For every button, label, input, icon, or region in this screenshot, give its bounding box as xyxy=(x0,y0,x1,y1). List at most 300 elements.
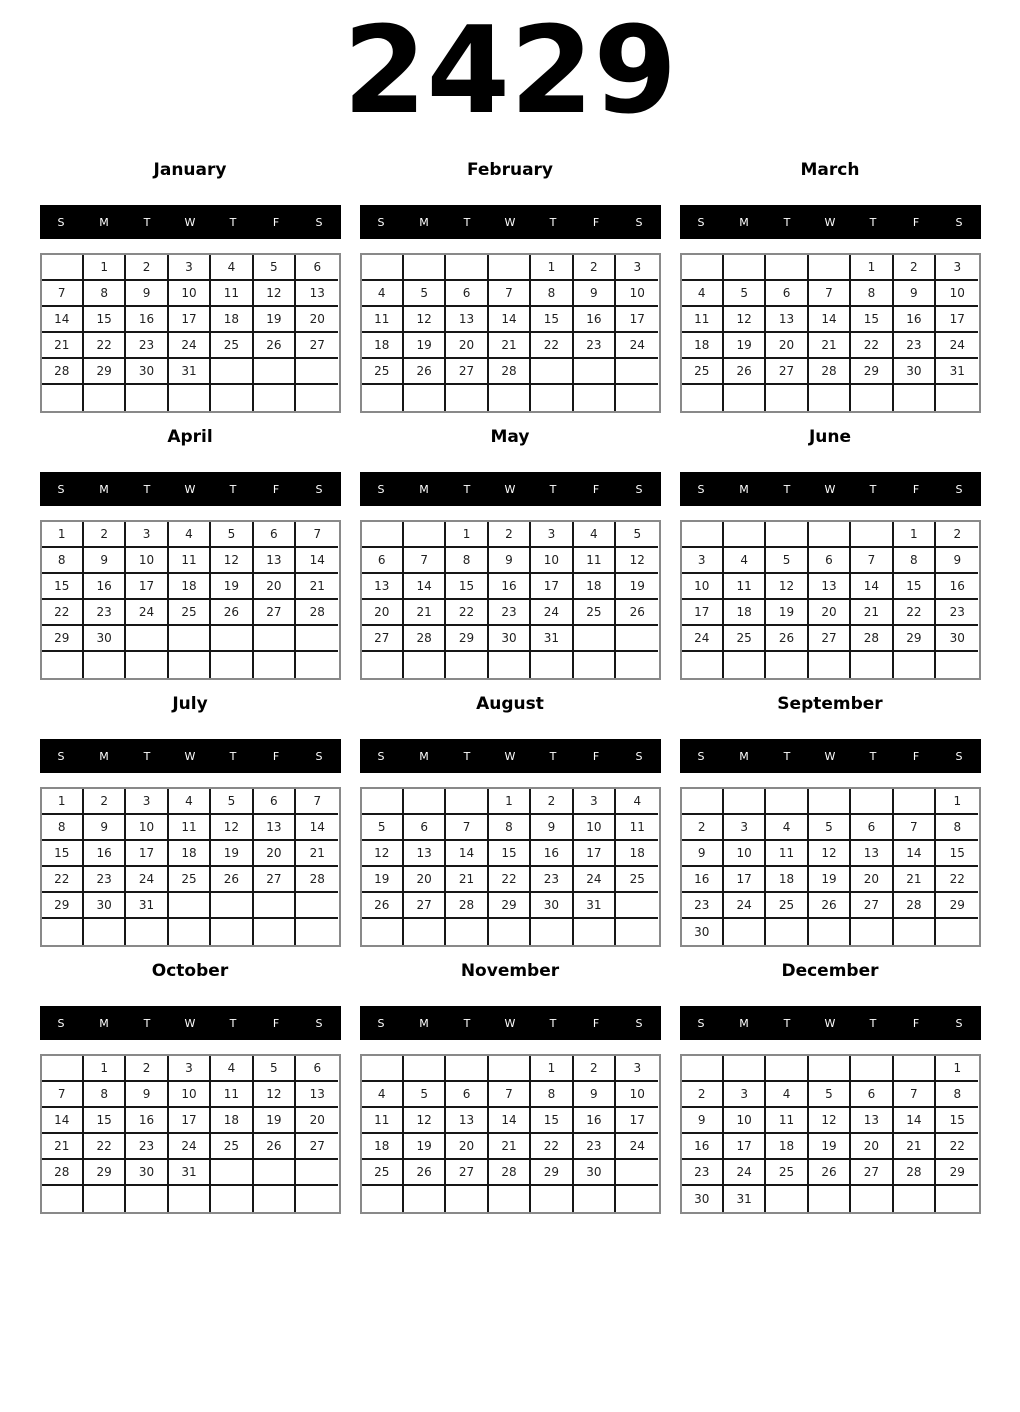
empty-day-cell xyxy=(84,385,126,411)
weekday-label: W xyxy=(184,749,196,763)
day-cell: 26 xyxy=(211,600,253,626)
day-cell: 27 xyxy=(851,1160,893,1186)
day-cell: 18 xyxy=(362,1134,404,1160)
day-cell: 8 xyxy=(936,1082,978,1108)
day-cell: 27 xyxy=(446,359,488,385)
weekday-header-bar xyxy=(680,472,981,506)
day-cell: 28 xyxy=(404,626,446,652)
weekday-header-bar xyxy=(40,205,341,239)
week-row xyxy=(42,626,339,652)
day-cell: 31 xyxy=(169,1160,211,1186)
weekday-label: T xyxy=(463,1016,471,1030)
weekday-label: T xyxy=(783,1016,791,1030)
day-cell: 11 xyxy=(724,574,766,600)
day-cell: 25 xyxy=(682,359,724,385)
day-cell: 26 xyxy=(724,359,766,385)
day-cell: 28 xyxy=(42,359,84,385)
empty-day-cell xyxy=(616,626,658,652)
weekday-label: T xyxy=(463,749,471,763)
empty-day-cell xyxy=(254,359,296,385)
day-cell: 30 xyxy=(84,626,126,652)
weekday-label: T xyxy=(229,482,237,496)
day-cell: 5 xyxy=(211,789,253,815)
day-cell: 18 xyxy=(574,574,616,600)
empty-day-cell xyxy=(616,893,658,919)
week-row xyxy=(42,574,339,600)
day-cell: 10 xyxy=(126,815,168,841)
month-title: August xyxy=(476,694,544,714)
weekday-label: T xyxy=(143,215,151,229)
week-row xyxy=(682,385,979,411)
day-cell: 2 xyxy=(489,522,531,548)
empty-day-cell xyxy=(254,893,296,919)
empty-day-cell xyxy=(851,919,893,945)
empty-day-cell xyxy=(296,919,338,945)
day-cell: 15 xyxy=(84,307,126,333)
calendar-table xyxy=(680,1054,981,1214)
day-cell: 17 xyxy=(616,1108,658,1134)
empty-day-cell xyxy=(446,652,488,678)
day-cell: 9 xyxy=(84,548,126,574)
weekday-label: T xyxy=(783,482,791,496)
day-cell: 29 xyxy=(936,1160,978,1186)
month-title: March xyxy=(800,160,860,180)
month-title: January xyxy=(153,160,227,180)
day-cell: 21 xyxy=(489,1134,531,1160)
empty-day-cell xyxy=(682,652,724,678)
day-cell: 16 xyxy=(126,307,168,333)
empty-day-cell xyxy=(851,652,893,678)
day-cell: 19 xyxy=(404,333,446,359)
empty-day-cell xyxy=(574,919,616,945)
weekday-label: S xyxy=(315,482,323,496)
weekday-label: M xyxy=(739,1016,749,1030)
day-cell: 19 xyxy=(809,867,851,893)
empty-day-cell xyxy=(724,385,766,411)
empty-day-cell xyxy=(894,789,936,815)
day-cell: 4 xyxy=(169,789,211,815)
day-cell: 18 xyxy=(766,1134,808,1160)
day-cell: 22 xyxy=(42,867,84,893)
day-cell: 27 xyxy=(296,333,338,359)
day-cell: 6 xyxy=(404,815,446,841)
day-cell: 21 xyxy=(42,1134,84,1160)
day-cell: 23 xyxy=(682,893,724,919)
week-row xyxy=(42,841,339,867)
day-cell: 7 xyxy=(809,281,851,307)
week-row xyxy=(362,522,659,548)
week-row xyxy=(42,255,339,281)
day-cell: 17 xyxy=(169,307,211,333)
day-cell: 20 xyxy=(254,841,296,867)
weekday-label: M xyxy=(419,482,429,496)
empty-day-cell xyxy=(574,385,616,411)
week-row xyxy=(682,652,979,678)
day-cell: 7 xyxy=(446,815,488,841)
day-cell: 16 xyxy=(936,574,978,600)
day-cell: 29 xyxy=(894,626,936,652)
day-cell: 7 xyxy=(296,789,338,815)
day-cell: 21 xyxy=(489,333,531,359)
month-may xyxy=(360,427,661,680)
day-cell: 29 xyxy=(42,893,84,919)
day-cell: 23 xyxy=(574,333,616,359)
empty-day-cell xyxy=(446,255,488,281)
day-cell: 28 xyxy=(489,1160,531,1186)
empty-day-cell xyxy=(296,626,338,652)
empty-day-cell xyxy=(84,652,126,678)
day-cell: 7 xyxy=(296,522,338,548)
day-cell: 22 xyxy=(531,1134,573,1160)
day-cell: 27 xyxy=(404,893,446,919)
day-cell: 30 xyxy=(574,1160,616,1186)
day-cell: 19 xyxy=(211,574,253,600)
day-cell: 15 xyxy=(851,307,893,333)
day-cell: 28 xyxy=(894,893,936,919)
day-cell: 28 xyxy=(489,359,531,385)
day-cell: 14 xyxy=(296,815,338,841)
calendar-table xyxy=(680,520,981,680)
weekday-label: W xyxy=(184,1016,196,1030)
day-cell: 5 xyxy=(362,815,404,841)
day-cell: 16 xyxy=(574,307,616,333)
day-cell: 18 xyxy=(211,307,253,333)
day-cell: 30 xyxy=(126,1160,168,1186)
month-november xyxy=(360,961,661,1214)
day-cell: 5 xyxy=(616,522,658,548)
week-row xyxy=(362,815,659,841)
day-cell: 15 xyxy=(531,307,573,333)
weekday-label: T xyxy=(143,482,151,496)
calendar-table xyxy=(40,787,341,947)
empty-day-cell xyxy=(851,1186,893,1212)
day-cell: 13 xyxy=(446,307,488,333)
empty-day-cell xyxy=(489,255,531,281)
day-cell: 18 xyxy=(616,841,658,867)
empty-day-cell xyxy=(296,1160,338,1186)
empty-day-cell xyxy=(724,652,766,678)
day-cell: 12 xyxy=(254,281,296,307)
calendar-table xyxy=(360,1054,661,1214)
empty-day-cell xyxy=(851,385,893,411)
empty-day-cell xyxy=(574,652,616,678)
empty-day-cell xyxy=(936,1186,978,1212)
day-cell: 14 xyxy=(489,307,531,333)
day-cell: 1 xyxy=(851,255,893,281)
year-title: 2429 xyxy=(343,2,677,141)
day-cell: 6 xyxy=(809,548,851,574)
weekday-header-bar xyxy=(360,739,661,773)
weekday-label: S xyxy=(955,215,963,229)
day-cell: 9 xyxy=(126,281,168,307)
empty-day-cell xyxy=(211,919,253,945)
day-cell: 9 xyxy=(574,1082,616,1108)
day-cell: 4 xyxy=(724,548,766,574)
empty-day-cell xyxy=(489,1056,531,1082)
week-row xyxy=(362,1186,659,1212)
weekday-label: F xyxy=(912,1016,920,1030)
day-cell: 26 xyxy=(211,867,253,893)
empty-day-cell xyxy=(682,385,724,411)
day-cell: 11 xyxy=(574,548,616,574)
day-cell: 23 xyxy=(84,600,126,626)
empty-day-cell xyxy=(616,1160,658,1186)
day-cell: 1 xyxy=(84,255,126,281)
day-cell: 6 xyxy=(446,281,488,307)
week-row xyxy=(362,789,659,815)
day-cell: 21 xyxy=(296,841,338,867)
day-cell: 5 xyxy=(809,815,851,841)
day-cell: 9 xyxy=(531,815,573,841)
weekday-label: T xyxy=(463,482,471,496)
day-cell: 20 xyxy=(766,333,808,359)
day-cell: 16 xyxy=(84,574,126,600)
week-row xyxy=(42,281,339,307)
calendar-table xyxy=(360,520,661,680)
empty-day-cell xyxy=(362,1056,404,1082)
day-cell: 6 xyxy=(254,789,296,815)
day-cell: 3 xyxy=(169,255,211,281)
day-cell: 7 xyxy=(489,281,531,307)
empty-day-cell xyxy=(766,789,808,815)
week-row xyxy=(362,867,659,893)
day-cell: 3 xyxy=(936,255,978,281)
day-cell: 2 xyxy=(126,255,168,281)
day-cell: 6 xyxy=(766,281,808,307)
weekday-label: M xyxy=(419,749,429,763)
week-row xyxy=(362,600,659,626)
empty-day-cell xyxy=(809,255,851,281)
day-cell: 23 xyxy=(531,867,573,893)
week-row xyxy=(42,1056,339,1082)
day-cell: 26 xyxy=(404,1160,446,1186)
day-cell: 4 xyxy=(616,789,658,815)
calendar-table xyxy=(40,253,341,413)
day-cell: 13 xyxy=(254,548,296,574)
day-cell: 14 xyxy=(42,1108,84,1134)
weekday-label: F xyxy=(592,1016,600,1030)
calendar-table xyxy=(360,253,661,413)
month-title: September xyxy=(777,694,883,714)
month-july xyxy=(40,694,341,947)
weekday-label: M xyxy=(99,482,109,496)
empty-day-cell xyxy=(682,255,724,281)
day-cell: 12 xyxy=(362,841,404,867)
day-cell: 1 xyxy=(936,1056,978,1082)
weekday-label: T xyxy=(229,749,237,763)
day-cell: 8 xyxy=(531,1082,573,1108)
week-row xyxy=(682,1108,979,1134)
day-cell: 10 xyxy=(724,1108,766,1134)
day-cell: 9 xyxy=(682,1108,724,1134)
day-cell: 9 xyxy=(894,281,936,307)
calendar-table xyxy=(40,1054,341,1214)
day-cell: 18 xyxy=(211,1108,253,1134)
day-cell: 26 xyxy=(766,626,808,652)
day-cell: 31 xyxy=(574,893,616,919)
day-cell: 1 xyxy=(531,1056,573,1082)
week-row xyxy=(682,307,979,333)
day-cell: 19 xyxy=(362,867,404,893)
day-cell: 9 xyxy=(84,815,126,841)
day-cell: 13 xyxy=(296,281,338,307)
day-cell: 22 xyxy=(936,1134,978,1160)
day-cell: 31 xyxy=(724,1186,766,1212)
weekday-label: S xyxy=(697,215,705,229)
empty-day-cell xyxy=(894,1056,936,1082)
empty-day-cell xyxy=(211,385,253,411)
day-cell: 6 xyxy=(851,1082,893,1108)
empty-day-cell xyxy=(616,652,658,678)
day-cell: 15 xyxy=(42,574,84,600)
week-row xyxy=(42,600,339,626)
day-cell: 26 xyxy=(404,359,446,385)
empty-day-cell xyxy=(894,385,936,411)
weekday-label: T xyxy=(463,215,471,229)
empty-day-cell xyxy=(766,385,808,411)
day-cell: 6 xyxy=(851,815,893,841)
day-cell: 10 xyxy=(531,548,573,574)
empty-day-cell xyxy=(84,919,126,945)
week-row xyxy=(362,1160,659,1186)
day-cell: 11 xyxy=(362,307,404,333)
day-cell: 16 xyxy=(531,841,573,867)
day-cell: 23 xyxy=(894,333,936,359)
empty-day-cell xyxy=(169,1186,211,1212)
day-cell: 17 xyxy=(169,1108,211,1134)
day-cell: 11 xyxy=(211,1082,253,1108)
empty-day-cell xyxy=(362,255,404,281)
weekday-label: W xyxy=(824,1016,836,1030)
day-cell: 14 xyxy=(894,1108,936,1134)
day-cell: 23 xyxy=(84,867,126,893)
day-cell: 15 xyxy=(531,1108,573,1134)
week-row xyxy=(362,385,659,411)
empty-day-cell xyxy=(936,385,978,411)
day-cell: 27 xyxy=(809,626,851,652)
weekday-label: S xyxy=(377,749,385,763)
day-cell: 29 xyxy=(531,1160,573,1186)
week-row xyxy=(362,359,659,385)
month-title: April xyxy=(167,427,213,447)
weekday-label: S xyxy=(635,1016,643,1030)
empty-day-cell xyxy=(682,1056,724,1082)
day-cell: 17 xyxy=(724,1134,766,1160)
day-cell: 12 xyxy=(809,1108,851,1134)
calendar-table xyxy=(680,787,981,947)
day-cell: 24 xyxy=(574,867,616,893)
weekday-label: S xyxy=(57,482,65,496)
day-cell: 18 xyxy=(169,574,211,600)
week-row xyxy=(682,255,979,281)
week-row xyxy=(362,1108,659,1134)
day-cell: 17 xyxy=(126,841,168,867)
day-cell: 31 xyxy=(531,626,573,652)
weekday-label: S xyxy=(697,482,705,496)
empty-day-cell xyxy=(809,652,851,678)
day-cell: 26 xyxy=(254,333,296,359)
empty-day-cell xyxy=(531,1186,573,1212)
week-row xyxy=(42,1134,339,1160)
day-cell: 19 xyxy=(254,307,296,333)
empty-day-cell xyxy=(766,255,808,281)
empty-day-cell xyxy=(126,385,168,411)
day-cell: 25 xyxy=(616,867,658,893)
day-cell: 24 xyxy=(169,1134,211,1160)
empty-day-cell xyxy=(42,919,84,945)
day-cell: 12 xyxy=(616,548,658,574)
day-cell: 30 xyxy=(84,893,126,919)
week-row xyxy=(42,1082,339,1108)
day-cell: 18 xyxy=(169,841,211,867)
weekday-label: T xyxy=(549,749,557,763)
weekday-label: S xyxy=(315,749,323,763)
empty-day-cell xyxy=(296,1186,338,1212)
empty-day-cell xyxy=(296,893,338,919)
day-cell: 13 xyxy=(851,1108,893,1134)
day-cell: 3 xyxy=(682,548,724,574)
day-cell: 13 xyxy=(296,1082,338,1108)
day-cell: 9 xyxy=(936,548,978,574)
day-cell: 8 xyxy=(894,548,936,574)
empty-day-cell xyxy=(724,255,766,281)
day-cell: 1 xyxy=(42,522,84,548)
day-cell: 17 xyxy=(616,307,658,333)
empty-day-cell xyxy=(489,919,531,945)
empty-day-cell xyxy=(169,652,211,678)
day-cell: 14 xyxy=(446,841,488,867)
empty-day-cell xyxy=(489,1186,531,1212)
day-cell: 26 xyxy=(616,600,658,626)
day-cell: 1 xyxy=(936,789,978,815)
week-row xyxy=(362,919,659,945)
day-cell: 29 xyxy=(84,359,126,385)
day-cell: 5 xyxy=(724,281,766,307)
day-cell: 12 xyxy=(809,841,851,867)
month-title: December xyxy=(781,961,879,981)
month-august xyxy=(360,694,661,947)
week-row xyxy=(682,1082,979,1108)
empty-day-cell xyxy=(894,919,936,945)
day-cell: 28 xyxy=(851,626,893,652)
day-cell: 2 xyxy=(574,1056,616,1082)
day-cell: 28 xyxy=(809,359,851,385)
weekday-label: S xyxy=(635,749,643,763)
day-cell: 2 xyxy=(531,789,573,815)
day-cell: 20 xyxy=(254,574,296,600)
day-cell: 17 xyxy=(682,600,724,626)
empty-day-cell xyxy=(404,385,446,411)
day-cell: 3 xyxy=(531,522,573,548)
week-row xyxy=(42,522,339,548)
empty-day-cell xyxy=(169,893,211,919)
day-cell: 26 xyxy=(362,893,404,919)
day-cell: 27 xyxy=(254,600,296,626)
week-row xyxy=(362,548,659,574)
week-row xyxy=(682,574,979,600)
weekday-label: S xyxy=(697,749,705,763)
empty-day-cell xyxy=(404,522,446,548)
day-cell: 8 xyxy=(84,281,126,307)
empty-day-cell xyxy=(766,522,808,548)
day-cell: 19 xyxy=(809,1134,851,1160)
day-cell: 25 xyxy=(362,359,404,385)
weekday-label: T xyxy=(549,1016,557,1030)
empty-day-cell xyxy=(42,1186,84,1212)
empty-day-cell xyxy=(42,1056,84,1082)
day-cell: 12 xyxy=(766,574,808,600)
day-cell: 24 xyxy=(724,893,766,919)
